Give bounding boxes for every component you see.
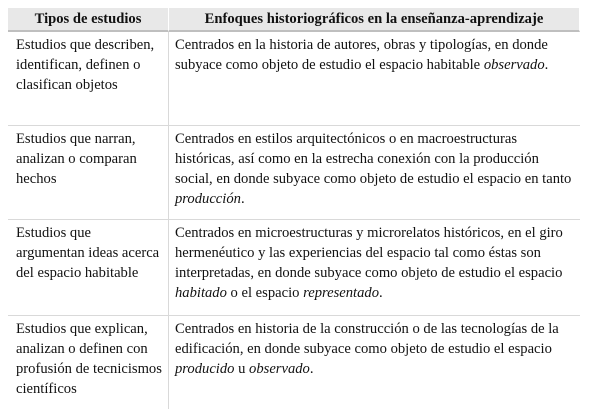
enfoque-text: Centrados en estilos arquitectónicos o en macroestructuras históricas, así como en la estrecha conexión con la producción social, en donde subyace como objeto de estudio el espacio en tanto: [175, 131, 572, 187]
tipo-cell: Estudios que describen, identifican, definen o clasifican objetos: [8, 32, 169, 126]
enfoque-text: Centrados en microestructuras y microrelatos históricos, en el giro hermenéutico y las experiencias del espacio tal como éstas son interpretadas, en donde subyace como objeto de estudio el espacio: [175, 225, 563, 281]
tipo-cell: Estudios que explican, analizan o definen con profusión de tecnicismos científicos: [8, 316, 169, 409]
studies-table: [8, 8, 580, 409]
table-header-row: [8, 8, 580, 32]
enfoque-text-mid: u: [234, 361, 250, 377]
header-tipos-de-estudios: Tipos de estudios: [8, 8, 169, 32]
enfoque-text: Centrados en historia de la construcción o de las tecnologías de la edificación, en donde subyace como objeto de estudio el espacio: [175, 321, 559, 357]
enfoque-italic: producido: [175, 361, 235, 377]
enfoque-text-end: .: [309, 361, 314, 377]
enfoque-text-end: .: [544, 57, 549, 73]
header-enfoques-historiograficos: Enfoques historiográficos en la enseñanza-aprendizaje: [169, 8, 580, 32]
table-row: [8, 316, 580, 409]
table-row: [8, 220, 580, 316]
enfoque-cell: [169, 126, 580, 220]
enfoque-cell: [169, 316, 580, 409]
enfoque-text-mid: o el espacio: [226, 285, 304, 301]
enfoque-italic: habitado: [175, 285, 227, 301]
enfoque-text: Centrados en la historia de autores, obras y tipologías, en donde subyace como objeto de estudio el espacio habitable: [175, 37, 548, 73]
enfoque-italic-2: representado: [303, 285, 380, 301]
enfoque-italic: observado: [483, 57, 545, 73]
enfoque-italic-2: observado: [249, 361, 310, 377]
table-row: [8, 32, 580, 126]
enfoque-text-end: .: [379, 285, 383, 301]
tipo-cell: Estudios que argumentan ideas acerca del espacio habitable: [8, 220, 169, 316]
enfoque-italic: producción: [175, 191, 241, 207]
enfoque-text-end: .: [240, 191, 245, 207]
enfoque-cell: [169, 32, 580, 126]
table-row: [8, 126, 580, 220]
enfoque-cell: [169, 220, 580, 316]
tipo-cell: Estudios que narran, analizan o comparan hechos: [8, 126, 169, 220]
